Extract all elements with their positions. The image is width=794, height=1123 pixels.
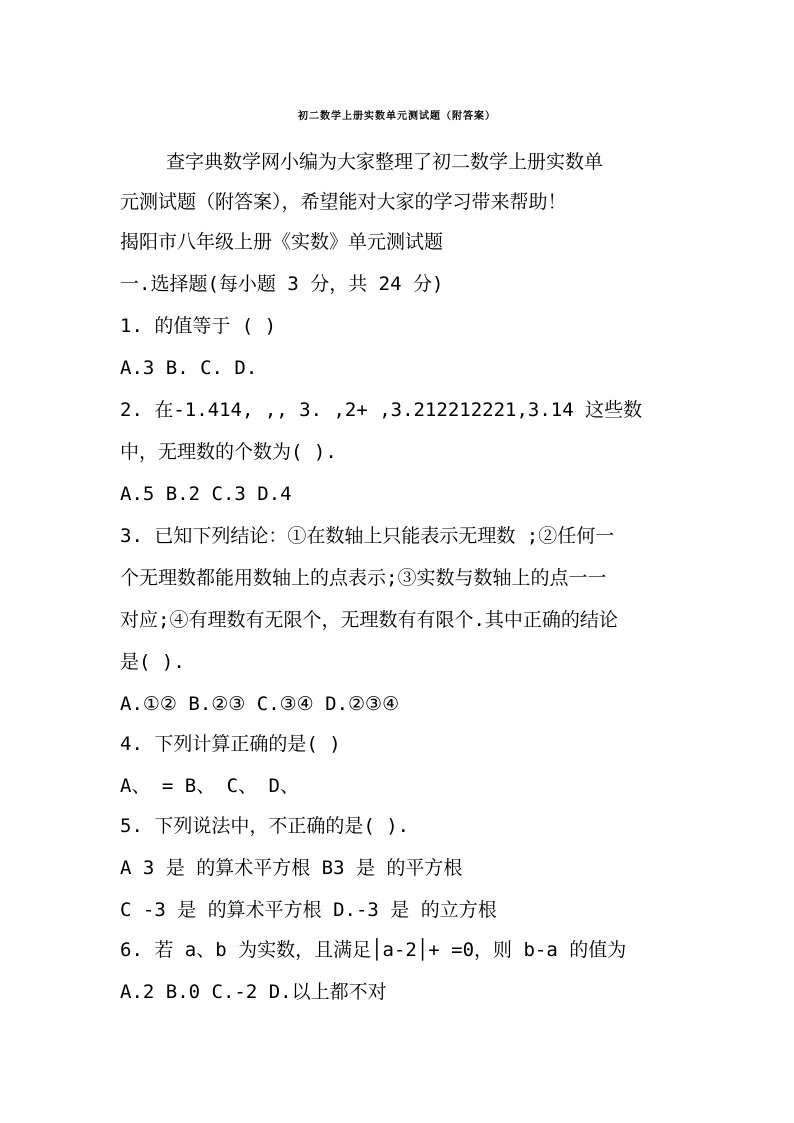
question-4: 4. 下列计算正确的是( ) xyxy=(120,733,341,755)
section-heading: 一.选择题(每小题 3 分，共 24 分) xyxy=(120,273,444,295)
question-3-options: A.①② B.②③ C.③④ D.②③④ xyxy=(120,693,400,715)
question-4-options: A、 = B、 C、 D、 xyxy=(120,775,299,797)
question-3-continued-3: 是( ). xyxy=(120,651,185,673)
document-title: 初二数学上册实数单元测试题（附答案） xyxy=(298,111,496,122)
question-2: 2. 在-1.414, ,, 3. ,2+ ,3.212212221,3.14 这些数 xyxy=(120,399,643,421)
question-5-options-1: A 3 是 的算术平方根 B3 是 的平方根 xyxy=(120,857,463,879)
question-5: 5. 下列说法中，不正确的是( ). xyxy=(120,815,410,837)
question-3: 3. 已知下列结论：①在数轴上只能表示无理数 ;②任何一 xyxy=(120,525,615,547)
question-6: 6. 若 a、b 为实数，且满足│a-2│+ =0，则 b-a 的值为 xyxy=(120,939,627,961)
question-6-options: A.2 B.0 C.-2 D.以上都不对 xyxy=(120,981,387,1003)
question-1-options: A.3 B. C. D. xyxy=(120,357,258,379)
question-3-continued-2: 对应;④有理数有无限个，无理数有有限个.其中正确的结论 xyxy=(120,609,618,631)
intro-line-1: 查字典数学网小编为大家整理了初二数学上册实数单 xyxy=(166,151,604,173)
question-2-continued: 中，无理数的个数为( ). xyxy=(120,441,337,463)
question-1: 1. 的值等于 ( ) xyxy=(120,315,277,337)
test-heading: 揭阳市八年级上册《实数》单元测试题 xyxy=(120,231,444,253)
question-2-options: A.5 B.2 C.3 D.4 xyxy=(120,483,292,505)
intro-line-2: 元测试题（附答案），希望能对大家的学习带来帮助！ xyxy=(120,191,567,213)
question-5-options-2: C -3 是 的算术平方根 D.-3 是 的立方根 xyxy=(120,899,497,921)
question-3-continued-1: 个无理数都能用数轴上的点表示;③实数与数轴上的点一一 xyxy=(120,567,607,589)
